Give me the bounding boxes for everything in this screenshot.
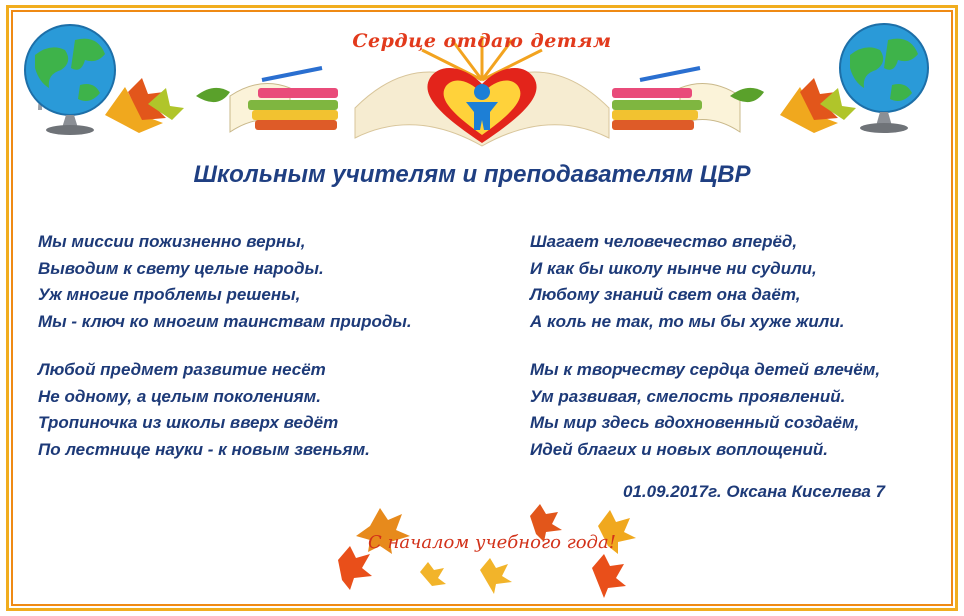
page-title: Школьным учителям и преподавателям ЦВР bbox=[193, 161, 751, 188]
header-artwork bbox=[0, 0, 964, 150]
heart-emblem-icon bbox=[355, 36, 609, 146]
poem-line: Не одному, а целым поколениям. bbox=[38, 386, 321, 406]
poem-line: И как бы школу нынче ни судили, bbox=[530, 258, 817, 278]
poem-line: Уж многие проблемы решены, bbox=[38, 285, 301, 304]
books-icon bbox=[612, 68, 740, 132]
poem-line: Ум развивая, смелость проявлений. bbox=[530, 386, 846, 406]
signature: 01.09.2017г. Оксана Киселева 7 bbox=[623, 482, 886, 501]
poem-line: Мы к творчеству сердца детей влечём, bbox=[530, 360, 881, 379]
poem-line: Идей благих и новых воплощений. bbox=[530, 439, 829, 459]
poem-line: Мы мир здесь вдохновенный создаём, bbox=[530, 413, 860, 432]
poem-line: Любому знаний свет она даёт, bbox=[530, 285, 801, 304]
maple-leaf-icon bbox=[730, 78, 856, 133]
maple-leaf-icon bbox=[105, 78, 230, 133]
poem-line: Тропиночка из школы вверх ведёт bbox=[38, 413, 339, 432]
poem-line: Любой предмет развитие несёт bbox=[38, 360, 326, 379]
header-motto: Сердце отдаю детям bbox=[352, 30, 612, 52]
poem-stanza-right-2 bbox=[530, 357, 880, 463]
footer-greeting: С началом учебного года! bbox=[368, 532, 616, 553]
poem-line: Шагает человечество вперёд, bbox=[530, 232, 798, 251]
poem-stanza-left-2 bbox=[38, 357, 370, 463]
books-icon bbox=[230, 68, 338, 132]
poem-line: Мы - ключ ко многим таинствам природы. bbox=[38, 311, 412, 331]
poem-line: Выводим к свету целые народы. bbox=[38, 258, 324, 278]
poem-stanza-left-1 bbox=[38, 229, 412, 335]
poem-line: А коль не так, то мы бы хуже жили. bbox=[530, 311, 845, 331]
poem-line: Мы миссии пожизненно верны, bbox=[38, 232, 306, 251]
poem-line: По лестнице науки - к новым звеньям. bbox=[38, 439, 370, 459]
poem-stanza-right-1 bbox=[530, 229, 844, 335]
